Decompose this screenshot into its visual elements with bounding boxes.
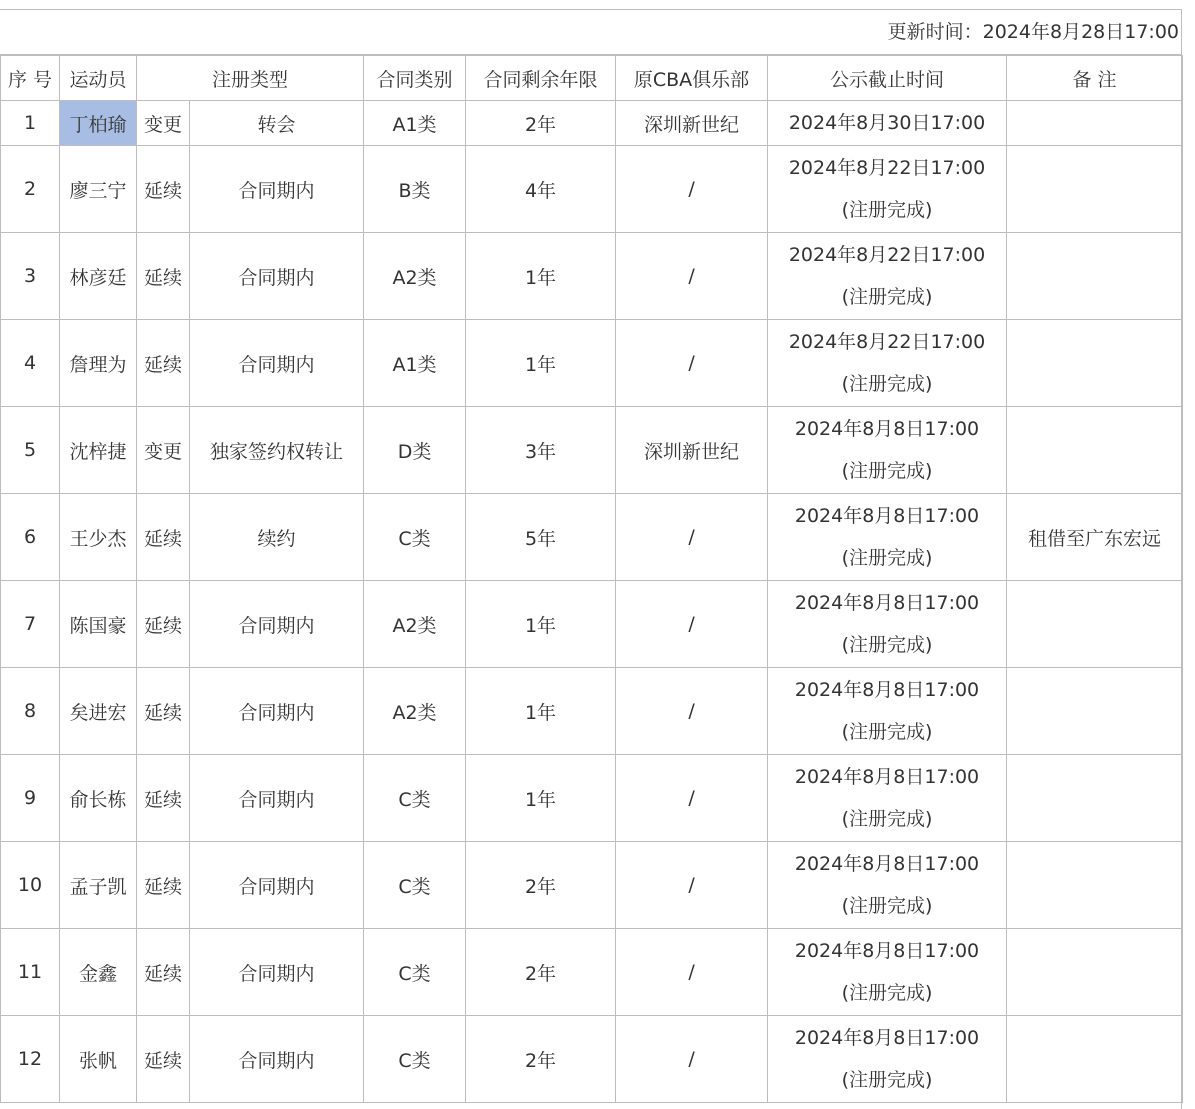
cell-athlete-name[interactable]: 陈国豪: [60, 581, 137, 668]
cell-no: 2: [1, 146, 60, 233]
registration-status: (注册完成): [841, 808, 933, 830]
cell-registration-type: 合同期内: [190, 1016, 364, 1103]
cell-athlete-name[interactable]: 王少杰: [60, 494, 137, 581]
cell-former-club: 深圳新世纪: [616, 407, 768, 494]
header-note: 备 注: [1007, 56, 1183, 101]
cell-change: 延续: [137, 581, 190, 668]
cell-remaining-years: 5年: [466, 494, 616, 581]
deadline-date: 2024年8月8日17:00: [794, 853, 980, 875]
table-row: [1, 233, 1183, 320]
deadline-date: 2024年8月8日17:00: [794, 679, 980, 701]
cell-no: 10: [1, 842, 60, 929]
cell-remaining-years: 4年: [466, 146, 616, 233]
cell-athlete-name[interactable]: 金鑫: [60, 929, 137, 1016]
update-time: 更新时间：2024年8月28日17:00: [0, 10, 1181, 55]
cell-former-club: /: [616, 146, 768, 233]
cell-no: 12: [1, 1016, 60, 1103]
cell-contract-category: A2类: [364, 233, 466, 320]
cell-registration-type: 合同期内: [190, 755, 364, 842]
cell-contract-category: A1类: [364, 320, 466, 407]
header-registration-type: 注册类型: [137, 56, 364, 101]
cell-note: [1007, 842, 1183, 929]
cell-note: [1007, 581, 1183, 668]
table-header-row: [1, 56, 1183, 101]
cell-deadline: [768, 842, 1007, 929]
cell-contract-category: C类: [364, 929, 466, 1016]
cell-note: [1007, 233, 1183, 320]
cell-note: [1007, 407, 1183, 494]
registration-status: (注册完成): [841, 373, 933, 395]
cell-note: [1007, 101, 1183, 146]
cell-former-club: /: [616, 842, 768, 929]
header-deadline: 公示截止时间: [768, 56, 1007, 101]
registration-status: (注册完成): [841, 721, 933, 743]
cell-registration-type: 合同期内: [190, 842, 364, 929]
cell-contract-category: C类: [364, 494, 466, 581]
table-row: [1, 146, 1183, 233]
cell-former-club: 深圳新世纪: [616, 101, 768, 146]
table-row: [1, 581, 1183, 668]
registration-table: [0, 55, 1183, 1103]
cell-deadline: [768, 407, 1007, 494]
cell-athlete-name[interactable]: 孟子凯: [60, 842, 137, 929]
cell-registration-type: 合同期内: [190, 233, 364, 320]
deadline-date: 2024年8月8日17:00: [794, 418, 980, 440]
header-contract-category: 合同类别: [364, 56, 466, 101]
table-row: [1, 929, 1183, 1016]
cell-contract-category: A2类: [364, 581, 466, 668]
cell-change: 延续: [137, 233, 190, 320]
cell-no: 3: [1, 233, 60, 320]
cell-deadline: [768, 929, 1007, 1016]
cell-former-club: /: [616, 320, 768, 407]
cell-athlete-name[interactable]: 矣进宏: [60, 668, 137, 755]
deadline-date: 2024年8月8日17:00: [794, 766, 980, 788]
cell-deadline: [768, 101, 1007, 146]
cell-contract-category: C类: [364, 1016, 466, 1103]
cell-no: 9: [1, 755, 60, 842]
cell-contract-category: C类: [364, 842, 466, 929]
cell-change: 延续: [137, 755, 190, 842]
deadline-date: 2024年8月22日17:00: [788, 244, 986, 266]
table-row: [1, 494, 1183, 581]
cell-registration-type: 续约: [190, 494, 364, 581]
cell-change: 延续: [137, 320, 190, 407]
cell-registration-type: 合同期内: [190, 320, 364, 407]
cell-former-club: /: [616, 929, 768, 1016]
cell-former-club: /: [616, 755, 768, 842]
header-remaining-years: 合同剩余年限: [466, 56, 616, 101]
cell-note: [1007, 1016, 1183, 1103]
table-row: [1, 407, 1183, 494]
cell-remaining-years: 2年: [466, 1016, 616, 1103]
cell-change: 变更: [137, 407, 190, 494]
deadline-date: 2024年8月30日17:00: [788, 112, 986, 134]
cell-deadline: [768, 1016, 1007, 1103]
table-row: [1, 1016, 1183, 1103]
deadline-date: 2024年8月8日17:00: [794, 592, 980, 614]
deadline-date: 2024年8月22日17:00: [788, 157, 986, 179]
cell-athlete-name[interactable]: 沈梓捷: [60, 407, 137, 494]
registration-status: (注册完成): [841, 1069, 933, 1091]
cell-deadline: [768, 320, 1007, 407]
cell-remaining-years: 2年: [466, 929, 616, 1016]
cell-no: 4: [1, 320, 60, 407]
header-athlete: 运动员: [60, 56, 137, 101]
cell-change: 延续: [137, 929, 190, 1016]
deadline-date: 2024年8月8日17:00: [794, 1027, 980, 1049]
cell-remaining-years: 2年: [466, 101, 616, 146]
table-row: [1, 842, 1183, 929]
cell-note: 租借至广东宏远: [1007, 494, 1183, 581]
registration-table-frame: [0, 9, 1182, 1109]
cell-change: 延续: [137, 1016, 190, 1103]
cell-athlete-name[interactable]: 丁柏瑜: [60, 101, 137, 146]
table-row: [1, 668, 1183, 755]
cell-contract-category: A2类: [364, 668, 466, 755]
cell-remaining-years: 1年: [466, 233, 616, 320]
cell-note: [1007, 320, 1183, 407]
cell-contract-category: A1类: [364, 101, 466, 146]
cell-former-club: /: [616, 581, 768, 668]
cell-remaining-years: 3年: [466, 407, 616, 494]
cell-change: 延续: [137, 494, 190, 581]
cell-deadline: [768, 668, 1007, 755]
cell-deadline: [768, 581, 1007, 668]
cell-change: 变更: [137, 101, 190, 146]
cell-athlete-name[interactable]: 廖三宁: [60, 146, 137, 233]
cell-change: 延续: [137, 668, 190, 755]
cell-remaining-years: 1年: [466, 668, 616, 755]
cell-change: 延续: [137, 146, 190, 233]
cell-registration-type: 合同期内: [190, 929, 364, 1016]
cell-remaining-years: 1年: [466, 320, 616, 407]
cell-change: 延续: [137, 842, 190, 929]
cell-contract-category: B类: [364, 146, 466, 233]
registration-status: (注册完成): [841, 199, 933, 221]
deadline-date: 2024年8月22日17:00: [788, 331, 986, 353]
cell-contract-category: C类: [364, 755, 466, 842]
cell-remaining-years: 1年: [466, 755, 616, 842]
cell-no: 8: [1, 668, 60, 755]
table-row: [1, 101, 1183, 146]
cell-note: [1007, 146, 1183, 233]
cell-note: [1007, 668, 1183, 755]
cell-deadline: [768, 494, 1007, 581]
registration-status: (注册完成): [841, 286, 933, 308]
header-former-club: 原CBA俱乐部: [616, 56, 768, 101]
registration-status: (注册完成): [841, 460, 933, 482]
cell-registration-type: 转会: [190, 101, 364, 146]
cell-deadline: [768, 755, 1007, 842]
deadline-date: 2024年8月8日17:00: [794, 940, 980, 962]
cell-remaining-years: 2年: [466, 842, 616, 929]
registration-status: (注册完成): [841, 895, 933, 917]
cell-registration-type: 合同期内: [190, 668, 364, 755]
cell-former-club: /: [616, 1016, 768, 1103]
cell-no: 5: [1, 407, 60, 494]
cell-former-club: /: [616, 494, 768, 581]
cell-athlete-name[interactable]: 林彦廷: [60, 233, 137, 320]
cell-former-club: /: [616, 668, 768, 755]
header-no: 序 号: [1, 56, 60, 101]
cell-registration-type: 合同期内: [190, 146, 364, 233]
cell-remaining-years: 1年: [466, 581, 616, 668]
table-row: [1, 755, 1183, 842]
cell-registration-type: 合同期内: [190, 581, 364, 668]
table-row: [1, 320, 1183, 407]
cell-note: [1007, 929, 1183, 1016]
cell-former-club: /: [616, 233, 768, 320]
cell-athlete-name[interactable]: 俞长栋: [60, 755, 137, 842]
cell-deadline: [768, 233, 1007, 320]
cell-no: 11: [1, 929, 60, 1016]
cell-athlete-name[interactable]: 张帆: [60, 1016, 137, 1103]
cell-contract-category: D类: [364, 407, 466, 494]
cell-deadline: [768, 146, 1007, 233]
cell-athlete-name[interactable]: 詹理为: [60, 320, 137, 407]
cell-no: 6: [1, 494, 60, 581]
cell-no: 7: [1, 581, 60, 668]
registration-status: (注册完成): [841, 982, 933, 1004]
cell-note: [1007, 755, 1183, 842]
cell-no: 1: [1, 101, 60, 146]
registration-status: (注册完成): [841, 547, 933, 569]
deadline-date: 2024年8月8日17:00: [794, 505, 980, 527]
registration-status: (注册完成): [841, 634, 933, 656]
cell-registration-type: 独家签约权转让: [190, 407, 364, 494]
